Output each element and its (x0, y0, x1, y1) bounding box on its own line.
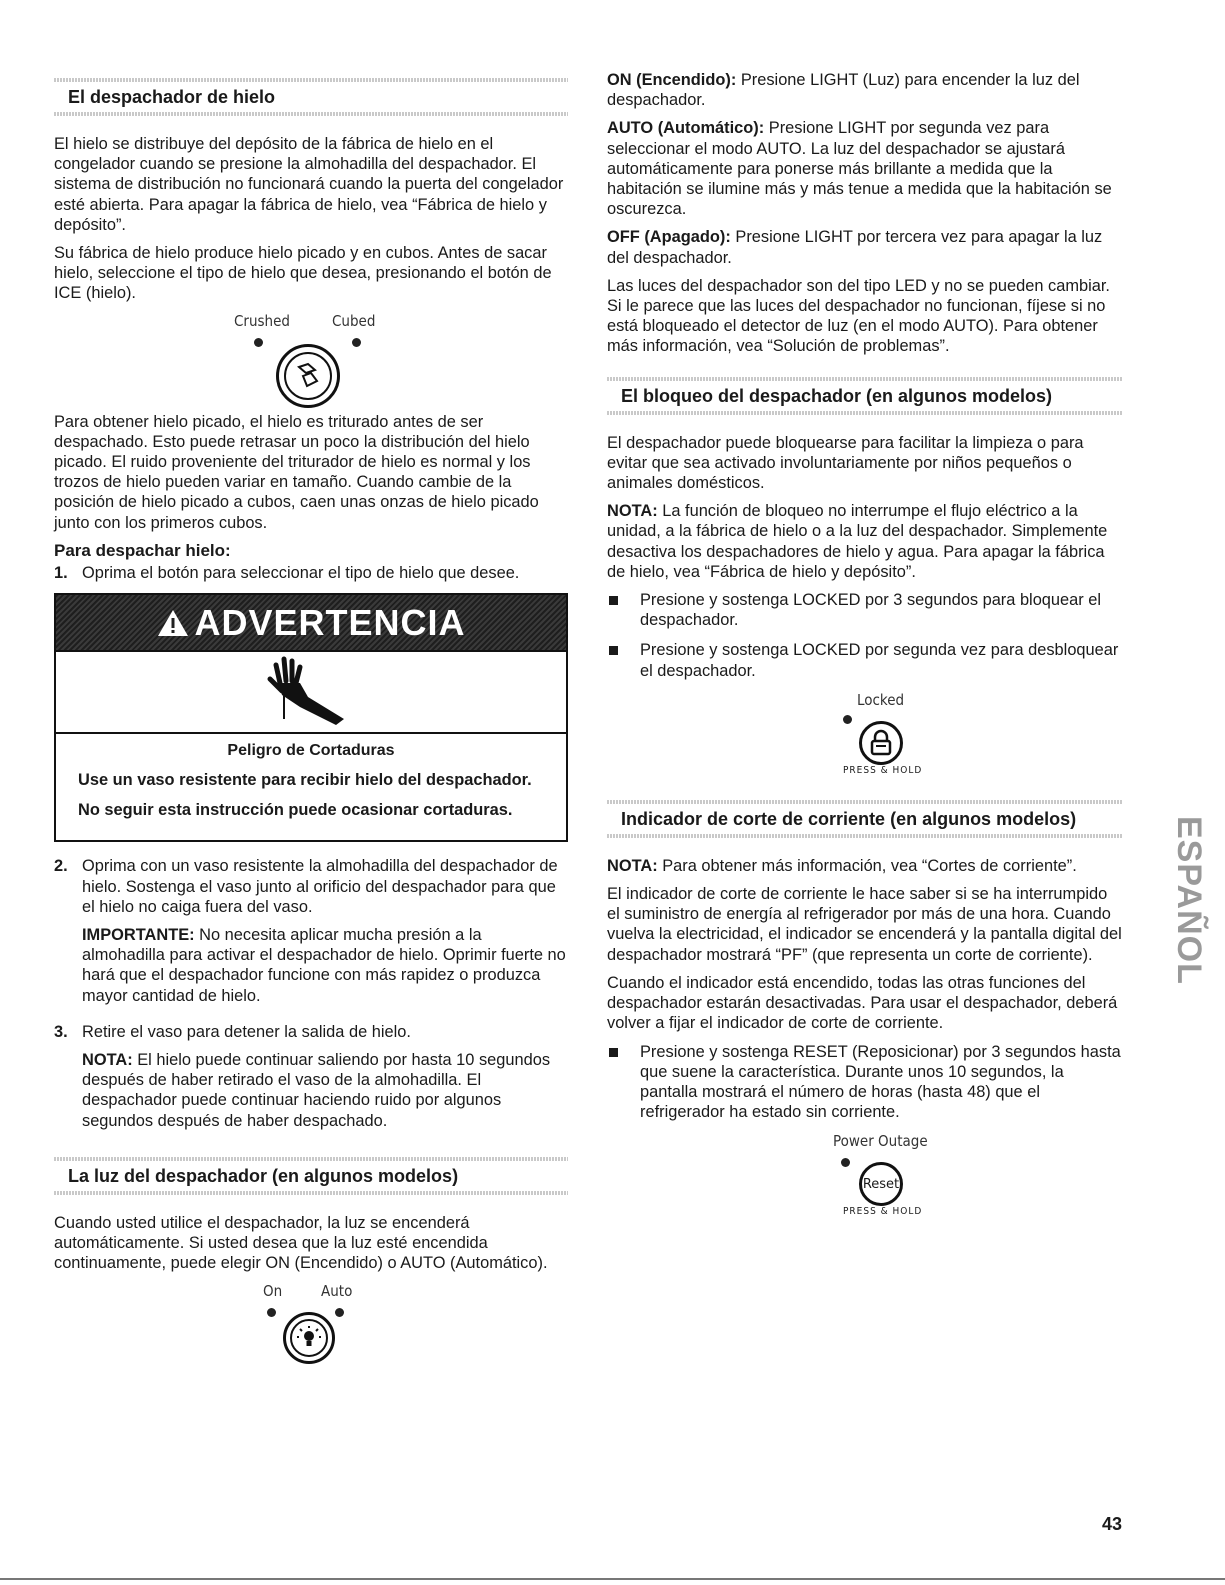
language-tab-text: ESPAÑOL (1170, 816, 1208, 985)
step-important (82, 925, 568, 1006)
note-text: Para obtener más información, vea “Cortes de corriente”. (657, 856, 1077, 875)
press-and-hold-text: PRESS & HOLD (843, 1206, 923, 1218)
paragraph: Cuando el indicador está encendido, todas las otras funciones del despachador estarán desactivadas. Para usar el despachador, deberá volver a fijar el indicador de corte de corriente. (607, 973, 1118, 1033)
ice-icon (284, 352, 332, 400)
cubed-indicator-dot (352, 338, 361, 347)
on-mode-paragraph (607, 70, 1123, 110)
lock-note (607, 501, 1123, 582)
hazard-instruction: Use un vaso resistente para recibir hielo del despachador. (78, 771, 532, 790)
locked-indicator-dot (843, 715, 852, 724)
light-button (283, 1312, 335, 1364)
right-column (607, 70, 1123, 1227)
page-number: 43 (1102, 1514, 1123, 1534)
step-1 (54, 563, 568, 583)
paragraph: Las luces del despachador son del tipo LED y no se pueden cambiar. Si le parece que las luces del despachador no funcionan, fíjese si no está bloqueado el detector de luz (en el modo AUTO). Para obtener más información, vea “Solución de problemas”. (607, 276, 1110, 356)
auto-mode-label: AUTO (Automático): (607, 119, 765, 138)
reset-button-illustration (815, 1132, 945, 1227)
step-number: 2. (54, 857, 68, 876)
warning-triangle-icon (156, 608, 190, 638)
bullet-item (607, 590, 1123, 630)
bottom-rule (0, 1578, 1225, 1580)
step-3 (54, 1022, 568, 1139)
press-and-hold-text: PRESS & HOLD (843, 764, 923, 776)
light-button-illustration (251, 1282, 371, 1377)
power-outage-indicator-dot (841, 1158, 850, 1167)
step-number: 1. (54, 563, 68, 582)
warning-box (54, 593, 568, 842)
on-mode-label: ON (Encendido): (607, 71, 737, 89)
crushed-label: Crushed (234, 311, 290, 330)
paragraph: El hielo se distribuye del depósito de la fábrica de hielo en el congelador cuando se presione la almohadilla del despachador. El sistema de distribución no funcionará cuando la puerta del congelador esté abierta. Para apagar la fábrica de hielo, vea “Fábrica de hielo y depósito”. (54, 135, 564, 234)
on-mode-text: Presione LIGHT (Luz) para encender la luz del despachador. (607, 71, 1080, 110)
important-label: IMPORTANTE: (82, 926, 195, 945)
bullet-item (607, 1042, 1123, 1123)
language-side-tab (1150, 810, 1208, 1060)
cubed-label: Cubed (332, 311, 376, 330)
reset-button (859, 1162, 903, 1206)
auto-indicator-dot (335, 1308, 344, 1317)
lock-button-illustration (825, 691, 935, 786)
on-indicator-dot (267, 1308, 276, 1317)
crushed-indicator-dot (254, 338, 263, 347)
note-label: NOTA: (607, 502, 658, 521)
paragraph: El despachador puede bloquearse para facilitar la limpieza o para evitar que sea activado involuntariamente por niños pequeños o animales domésticos. (607, 433, 1084, 493)
section-title: El despachador de hielo (68, 87, 276, 107)
step-text: Retire el vaso para detener la salida de hielo. (82, 1022, 411, 1041)
bullet-item (607, 640, 1123, 680)
step-2 (54, 856, 568, 1013)
locked-label: Locked (857, 690, 905, 709)
section-header-lock (607, 369, 1123, 423)
paragraph: Su fábrica de hielo produce hielo picado y en cubos. Antes de sacar hielo, seleccione el tipo de hielo que desea, presionando el botón de ICE (hielo). (54, 244, 552, 303)
section-title: Indicador de corte de corriente (en algunos modelos) (621, 808, 1077, 829)
note-text: El hielo puede continuar saliendo por hasta 10 segundos después de haber retirado el vaso de la almohadilla. El despachador puede continuar haciendo ruido por algunos segundos después de haber despachado. (82, 1051, 551, 1130)
important-text: No necesita aplicar mucha presión a la almohadilla para activar el despachador de hielo. Oprimir fuerte no hará que el despachador funcione con más rapidez o produzca mayor cantidad de hielo. (82, 926, 566, 1005)
subheading-dispense-ice: Para despachar hielo: (54, 540, 231, 560)
off-mode-paragraph (607, 227, 1123, 267)
bullet-text: Presione y sostenga RESET (Reposicionar) por 3 segundos hasta que suene la característica. Durante unos 10 segundos, la pantalla mostrará el número de horas (hasta 48) que el refrigerador ha estado sin corriente. (640, 1042, 1121, 1122)
hazard-consequence: No seguir esta instrucción puede ocasionar cortaduras. (78, 801, 513, 820)
lock-button (859, 721, 903, 765)
off-mode-text: Presione LIGHT por tercera vez para apagar la luz del despachador. (607, 228, 1103, 267)
bullet-square (609, 596, 618, 605)
hazard-title: Peligro de Cortaduras (227, 742, 395, 760)
ice-button-illustration (226, 312, 396, 412)
note-label: NOTA: (607, 856, 658, 875)
note-text: La función de bloqueo no interrumpe el flujo eléctrico a la unidad, a la fábrica de hielo o a la luz del despachador. Simplemente desactiva los despachadores de hielo y agua. Para apagar la fábrica de hielo, vea “Fábrica de hielo y depósito”. (607, 502, 1108, 581)
auto-mode-paragraph (607, 118, 1123, 219)
padlock-icon (869, 730, 893, 756)
reset-button-label: Reset (862, 1176, 900, 1192)
bullet-text: Presione y sostenga LOCKED por segunda vez para desbloquear el despachador. (640, 641, 1119, 680)
step-note (82, 1050, 568, 1131)
lightbulb-icon (290, 1319, 328, 1357)
on-label: On (263, 1281, 283, 1300)
auto-mode-text: Presione LIGHT por segunda vez para seleccionar el modo AUTO. La luz del despachador se ajustará automáticamente para ponerse más brillante a medida que la habitación se ilumine más y más tenue a medida que la habitación se oscurezca. (607, 119, 1112, 219)
section-title: El bloqueo del despachador (en algunos modelos) (621, 385, 1053, 406)
section-title: La luz del despachador (en algunos modelos) (68, 1165, 459, 1186)
warning-banner-text: ADVERTENCIA (194, 601, 466, 643)
power-outage-label: Power Outage (833, 1132, 928, 1151)
step-text: Oprima el botón para seleccionar el tipo de hielo que desee. (82, 563, 520, 582)
bullet-square (609, 646, 618, 655)
warning-banner (56, 595, 566, 650)
hand-cut-icon (266, 657, 356, 727)
section-header-ice (54, 70, 568, 124)
auto-label: Auto (321, 1281, 353, 1300)
section-header-power (607, 792, 1123, 846)
note-label: NOTA: (82, 1051, 133, 1070)
off-mode-label: OFF (Apagado): (607, 228, 731, 247)
bullet-text: Presione y sostenga LOCKED por 3 segundos para bloquear el despachador. (640, 591, 1102, 630)
left-column (54, 70, 568, 1377)
paragraph: Cuando usted utilice el despachador, la luz se encenderá automáticamente. Si usted desea que la luz esté encendida continuamente, puede elegir ON (Encendido) o AUTO (Automático). (54, 1213, 548, 1273)
step-text: Oprima con un vaso resistente la almohadilla del despachador de hielo. Sostenga el vaso junto al orificio del despachador para que el hielo no caiga fuera del vaso. (82, 857, 558, 916)
bullet-square (609, 1048, 618, 1057)
section-header-light (54, 1149, 568, 1203)
power-note (607, 856, 1123, 876)
ice-button (276, 344, 340, 408)
paragraph: Para obtener hielo picado, el hielo es triturado antes de ser despachado. Esto puede retrasar un poco la distribución del hielo picado. El ruido proveniente del triturador de hielo es normal y los trozos de hielo pueden variar en tamaño. Cuando cambie de la posición de hielo picado a cubos, caen unas onzas de hielo picado junto con los primeros cubos. (54, 412, 539, 532)
cut-hazard-pictogram (56, 650, 566, 734)
step-number: 3. (54, 1022, 68, 1041)
paragraph: El indicador de corte de corriente le hace saber si se ha interrumpido el suministro de energía al refrigerador por más de una hora. Cuando vuelva la electricidad, el indicador se encenderá y la pantalla digital del despachador mostrará “PF” (que representa un corte de corriente). (607, 885, 1122, 964)
